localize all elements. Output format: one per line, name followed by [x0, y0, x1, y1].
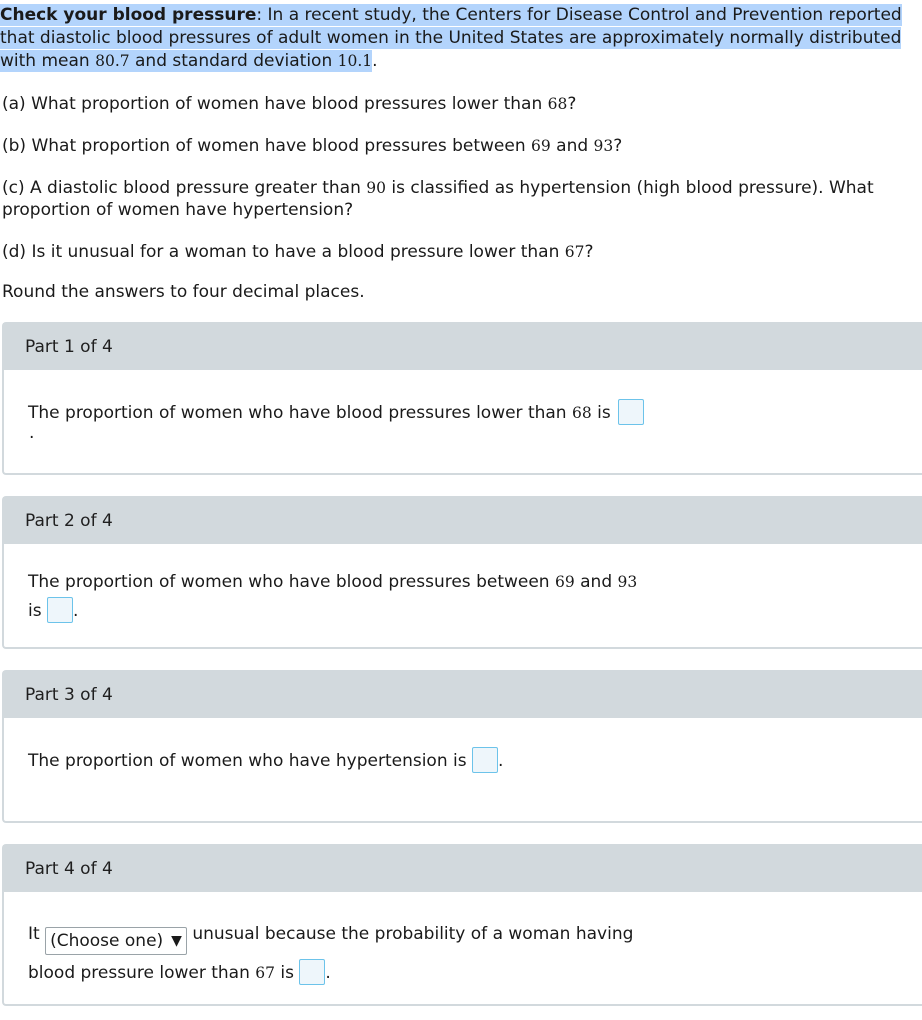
part-2-body: The proportion of women who have blood pressures between 69 and 93 is . — [28, 572, 638, 621]
sd-value: 10.1 — [337, 52, 373, 70]
question-c: (c) A diastolic blood pressure greater than 90 is classified as hypertension (high blood pressure). What proportion of women have hypertension? — [2, 178, 874, 220]
part-3-answer-input[interactable] — [472, 747, 498, 773]
part-3-header: Part 3 of 4 — [4, 672, 922, 718]
mean-value: 80.7 — [95, 52, 130, 70]
question-d: (d) Is it unusual for a woman to have a blood pressure lower than 67? — [2, 242, 594, 262]
part-4-body: It (Choose one) ▼ unusual because the probability of a woman having blood pressure lower than 67 is . — [28, 924, 634, 983]
part-4-card — [2, 844, 922, 1006]
usual-unusual-dropdown[interactable] — [45, 927, 187, 955]
part-4-answer-input[interactable] — [299, 959, 325, 985]
dropdown-value: (Choose one) — [50, 931, 164, 951]
question-a: (a) What proportion of women have blood pressures lower than 68? — [2, 94, 577, 114]
part-3-card — [2, 670, 922, 823]
part-3-body: The proportion of women who have hypertension is . — [4, 718, 922, 773]
part-1-card — [2, 322, 922, 475]
part-4-header: Part 4 of 4 — [4, 846, 922, 892]
problem-intro: Check your blood pressure: In a recent study, the Centers for Disease Control and Prevention reported that diastolic blood pressures of adult women in the United States are approximately normally distributed with mean 80.7 and standard deviation 10.1. — [0, 5, 902, 71]
part-2-answer-input[interactable] — [47, 597, 73, 623]
dropdown-arrow-icon: ▼ — [171, 933, 182, 949]
part-1-body: The proportion of women who have blood pressures lower than 68 is . — [4, 370, 922, 441]
rounding-instruction: Round the answers to four decimal places. — [2, 282, 365, 302]
part-2-card — [2, 496, 922, 649]
intro-text: In a recent study, the Centers for Disease Control and Prevention reported that diastolic blood pressures of adult women in the United States are approximately normally distributed with mean — [0, 5, 902, 71]
part-2-header: Part 2 of 4 — [4, 498, 922, 544]
question-b: (b) What proportion of women have blood pressures between 69 and 93? — [2, 136, 623, 156]
problem-title: Check your blood pressure — [0, 5, 257, 25]
part-1-header: Part 1 of 4 — [4, 324, 922, 370]
part-1-answer-input[interactable] — [618, 399, 644, 425]
